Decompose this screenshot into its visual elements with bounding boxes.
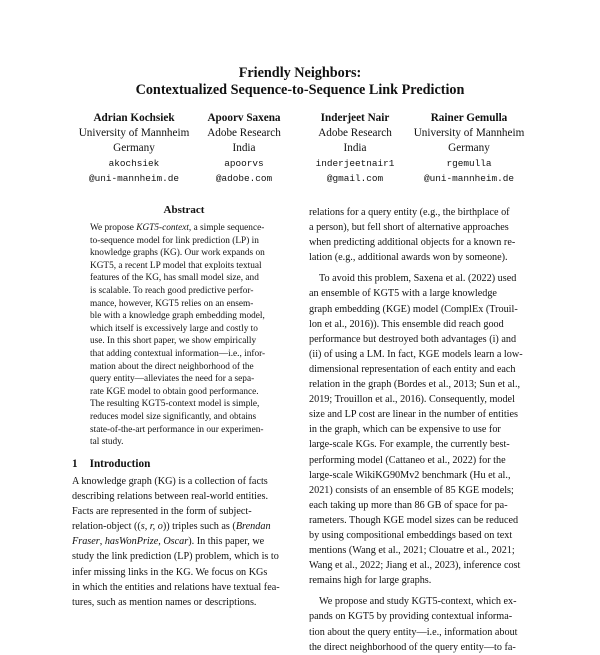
author-country: India (232, 142, 256, 154)
author-email-domain: @uni-mannheim.de (88, 173, 179, 184)
author-email-user: apoorvs (224, 158, 264, 169)
body-line: relation-object ((s, r, o)) triples such as (Brendan (72, 521, 271, 533)
abstract-line: to-sequence model for link prediction (LP) in (90, 235, 259, 246)
section-number: 1 (72, 458, 78, 470)
abstract-line: state-of-the-art performance in our experimen- (90, 424, 264, 435)
abstract-line: ble with a knowledge graph embedding model, (90, 311, 265, 322)
author-email-domain: @uni-mannheim.de (423, 173, 514, 184)
body-line: study the link prediction (LP) problem, which is to (72, 551, 279, 563)
abstract-line: mance, however, KGT5 relies on an ensem- (90, 298, 254, 309)
author-name: Inderjeet Nair (320, 112, 390, 124)
author-country: India (343, 142, 367, 154)
body-line: mentions (Wang et al., 2021; Clouatre et al., 2021; (309, 545, 515, 557)
author-name: Rainer Gemulla (430, 112, 508, 124)
body-line: large-scale KGs. For example, the currently best- (309, 439, 510, 451)
author-email-domain: @adobe.com (215, 173, 273, 184)
body-line: graph embedding (KGE) model (ComplEx (Trouil- (309, 303, 518, 315)
author-affiliation: Adobe Research (318, 127, 392, 139)
section-title: Introduction (89, 458, 151, 470)
author-block (300, 111, 410, 186)
body-line: A knowledge graph (KG) is a collection of facts (72, 476, 268, 487)
body-line: an ensemble of KGT5 with a large knowledge (309, 288, 497, 300)
author-country: Germany (448, 142, 490, 154)
author-email-user: inderjeetnair1 (315, 158, 395, 169)
body-line: performing model (Cattaneo et al., 2022) for the (309, 454, 506, 466)
body-line: We propose and study KGT5-context, which ex- (319, 596, 517, 608)
body-line: pands on KGT5 by providing contextual informa- (309, 611, 513, 623)
abstract-line: that adding contextual information—i.e., infor- (90, 348, 266, 359)
author-email-user: akochsiek (108, 158, 160, 169)
abstract-line: knowledge graphs (KG). Our work expands on (90, 248, 265, 259)
abstract-line: rate KGE model to obtain good performance. (90, 386, 259, 397)
right-column-body (309, 205, 534, 655)
body-line: the direct neighborhood of the query entity—to fa- (309, 641, 516, 653)
body-line: Wang et al., 2022; Jiang et al., 2023), inference cost (309, 560, 521, 572)
abstract-line: The resulting KGT5-context model is simple, (90, 399, 260, 410)
body-line: remains high for large graphs. (309, 575, 432, 587)
author-email-domain: @gmail.com (326, 173, 384, 184)
body-line: Facts are represented in the form of subject- (72, 506, 252, 518)
section-heading (72, 458, 162, 470)
body-line: To avoid this problem, Saxena et al. (2022) used (319, 273, 517, 285)
body-line: infer missing links in the KG. We focus on KGs (72, 566, 268, 578)
abstract-line: which itself is excessively large and costly to (90, 323, 258, 334)
author-email-user: rgemulla (446, 158, 492, 169)
abstract-line: tal study. (90, 437, 124, 448)
body-line: large-scale WikiKG90Mv2 benchmark (Hu et al., (309, 469, 511, 481)
body-line: by using compositional embeddings based on text (309, 529, 513, 541)
body-line: relations for a query entity (e.g., the birthplace of (309, 207, 510, 218)
paper-title-line1: Friendly Neighbors: (238, 65, 362, 81)
body-line: 2019; Trouillon et al., 2016). Consequently, model (309, 394, 515, 406)
body-line: lon et al., 2016)). This ensemble did reach good (309, 318, 504, 330)
body-line: in which the entities and relations have textual fea- (72, 581, 280, 593)
author-block (398, 111, 540, 186)
body-line: tures, such as mention names or descriptions. (72, 596, 257, 608)
abstract-line: mation about the direct neighborhood of the (90, 361, 254, 372)
abstract-line: use. In this short paper, we show empirically (90, 336, 257, 347)
author-affiliation: Adobe Research (207, 127, 281, 139)
body-line: 2021) consists of an ensemble of 85 KGE models; (309, 484, 514, 496)
body-line: rameters. Though KGE model sizes can be reduced (309, 514, 519, 526)
abstract-line: is scalable. To reach good predictive perfor- (90, 285, 254, 296)
body-line: (ii) of using a LM. In fact, KGE models learn a low- (309, 348, 523, 360)
body-line: describing relations between real-world entities. (72, 491, 269, 503)
abstract-line: query entity—alleviates the need for a sepa- (90, 374, 255, 385)
abstract-line: KGT5, a recent LP model that exploits textual (90, 260, 262, 271)
abstract-heading: Abstract (163, 204, 205, 216)
body-line: dimensional representation of each entity and each (309, 363, 516, 375)
paper-title-line2: Contextualized Sequence-to-Sequence Link Prediction (135, 82, 465, 98)
author-name: Adrian Kochsiek (93, 112, 175, 124)
body-line: size and LP cost are linear in the number of entities (309, 409, 518, 421)
body-line: relation in the graph (Bordes et al., 2013; Sun et al., (309, 379, 521, 391)
abstract-body (90, 222, 278, 449)
author-country: Germany (113, 142, 155, 154)
body-line: a person), but fell short of alternative approaches (309, 222, 509, 234)
body-line: in the graph, which can be expensive to use for (309, 424, 501, 436)
body-line: lation (e.g., additional awards won by someone). (309, 252, 508, 264)
author-name: Apoorv Saxena (207, 112, 281, 124)
abstract-line: We propose KGT5-context, a simple sequence- (90, 223, 265, 233)
author-affiliation: University of Mannheim (78, 127, 190, 139)
author-block (63, 111, 205, 186)
body-line: tion about the query entity—i.e., information about (309, 626, 518, 638)
author-affiliation: University of Mannheim (413, 127, 525, 139)
body-line: performance but destroyed both advantages (i) and (309, 333, 517, 345)
abstract-line: features of the KG, has small model size, and (90, 273, 259, 284)
author-block (196, 111, 292, 186)
abstract-line: reduces model size significantly, and obtains (90, 411, 257, 422)
body-line: Fraser, hasWonPrize, Oscar). In this paper, we (72, 536, 265, 548)
intro-body (72, 474, 302, 610)
body-line: when predicting additional objects for a known re- (309, 237, 516, 249)
body-line: each taking up more than 86 GB of space for pa- (309, 499, 508, 511)
